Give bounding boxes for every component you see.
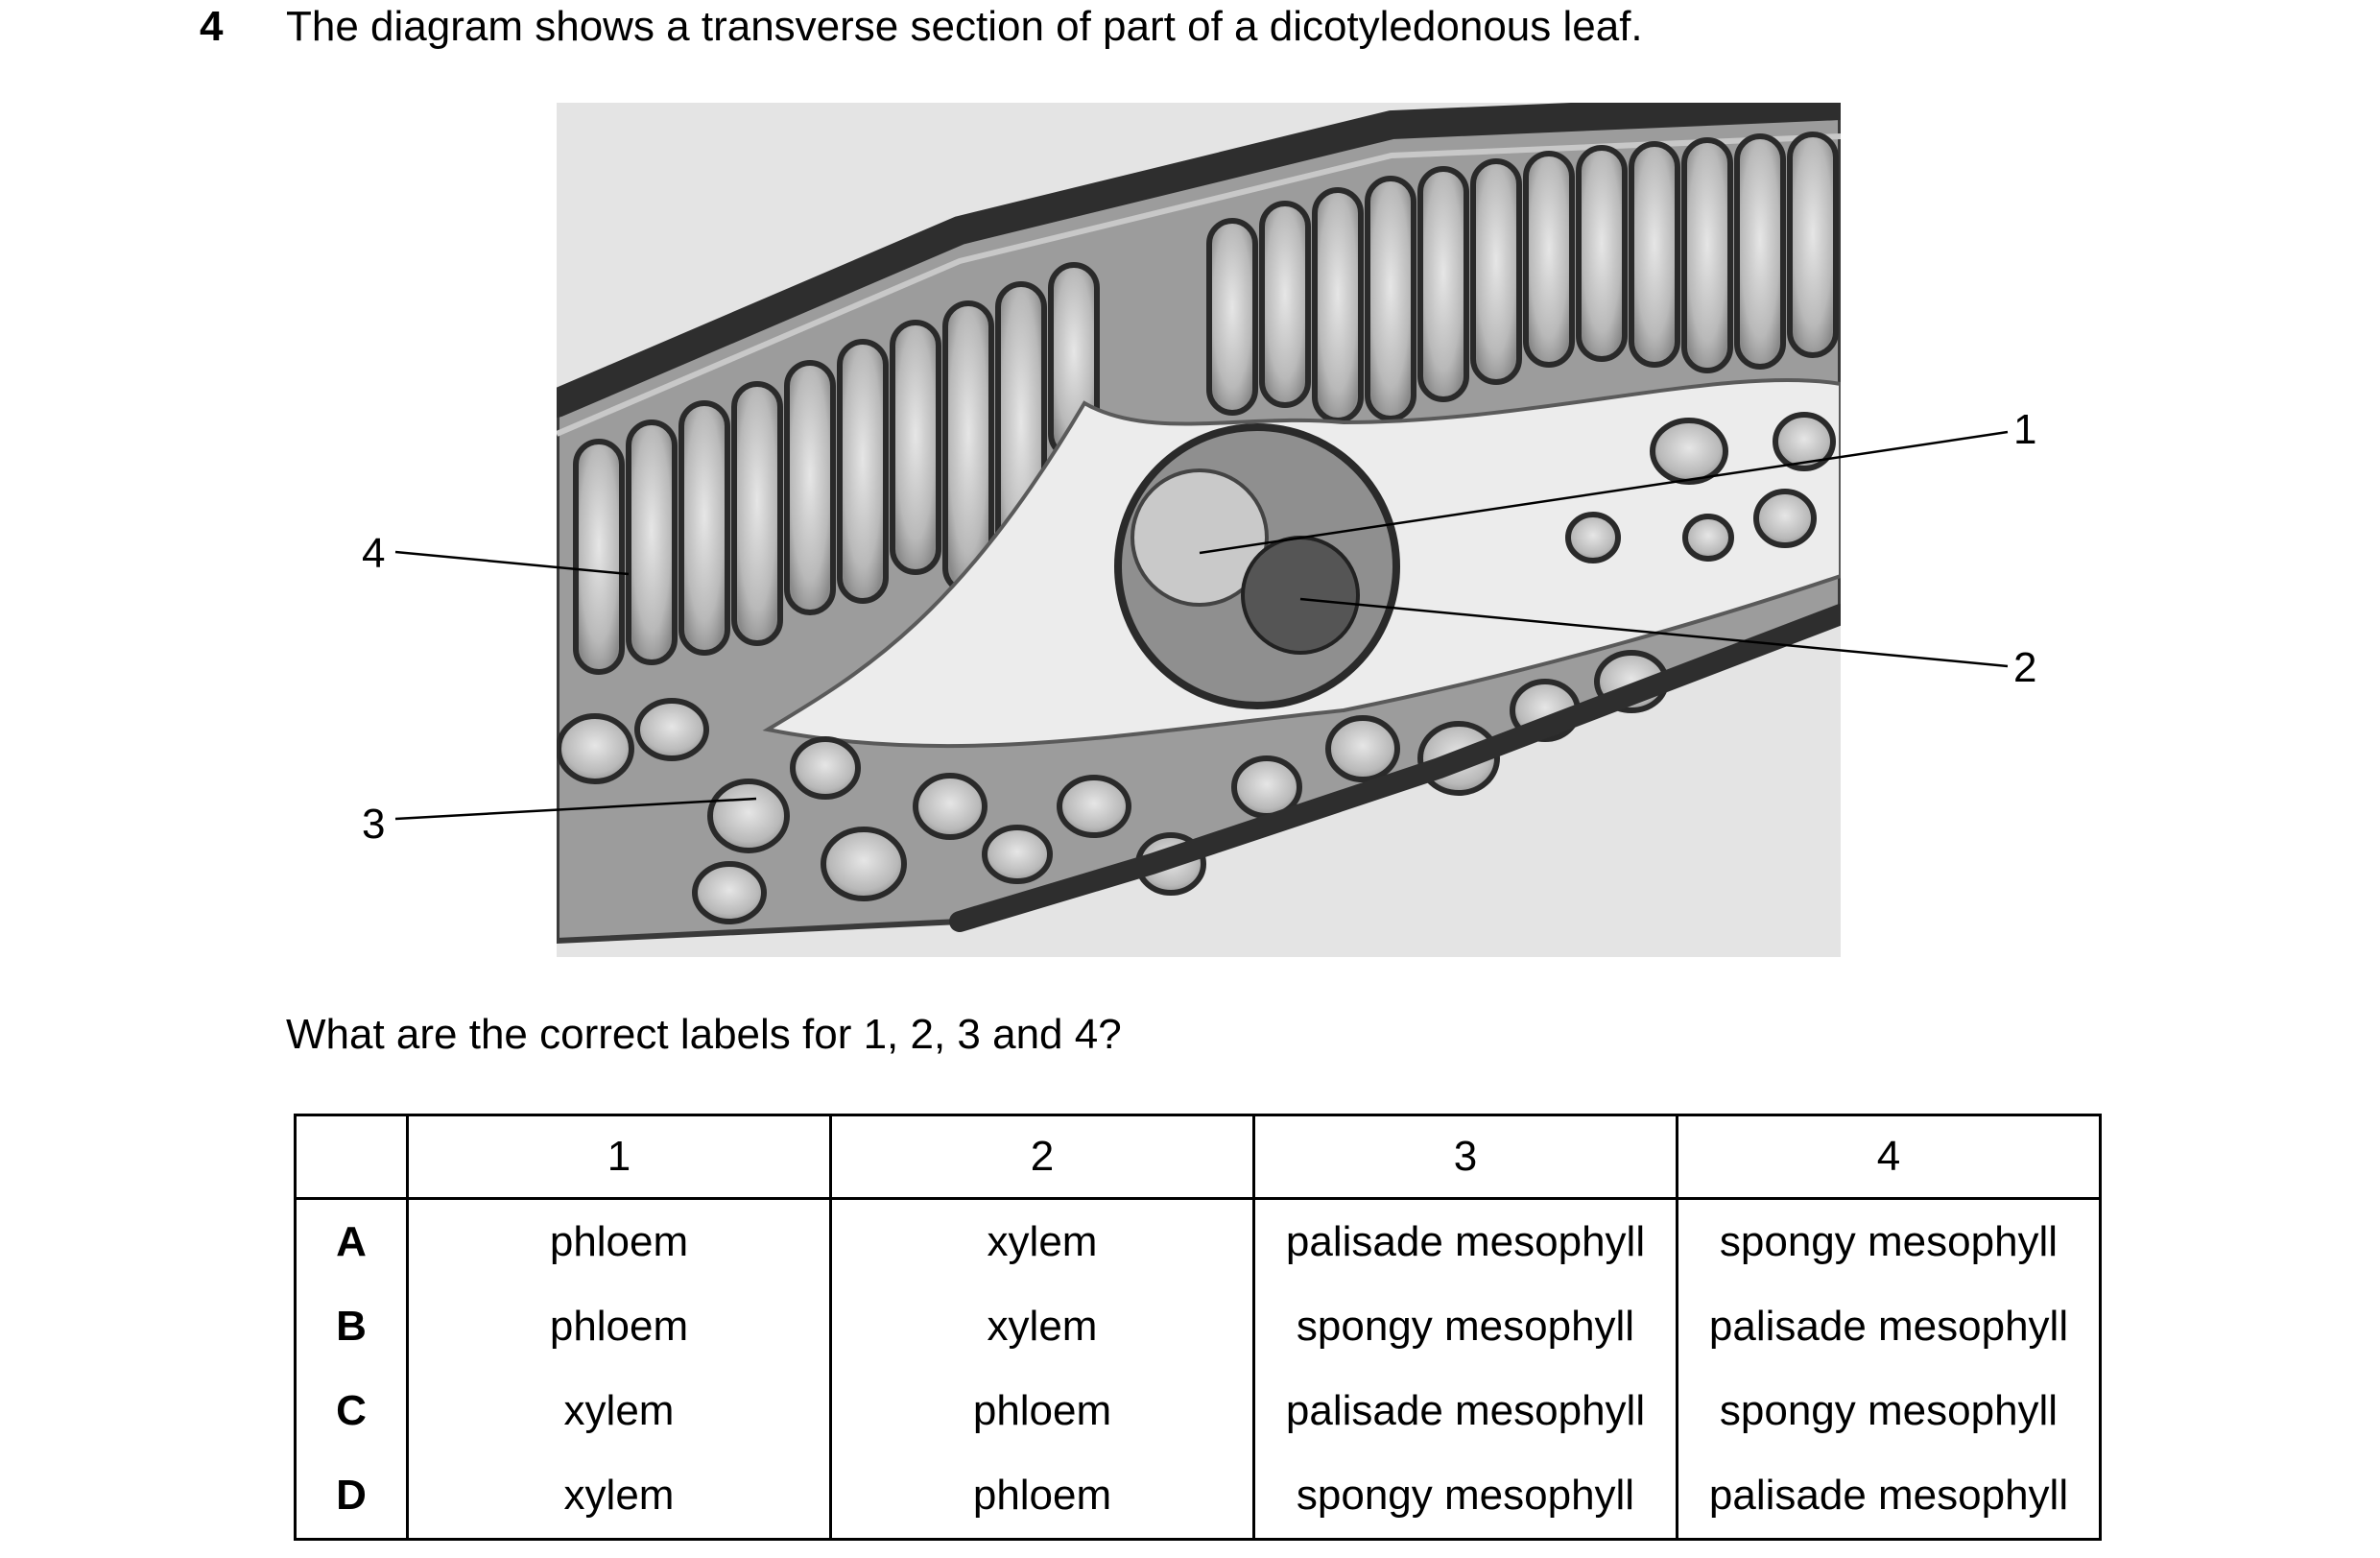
header-1: 1 <box>408 1115 831 1199</box>
table-cell: phloem <box>408 1199 831 1285</box>
answer-table <box>294 1114 2102 1541</box>
table-cell: xylem <box>831 1284 1254 1369</box>
table-cell: xylem <box>408 1369 831 1453</box>
option-letter[interactable]: D <box>296 1453 408 1540</box>
header-4: 4 <box>1678 1115 2101 1199</box>
table-cell: palisade mesophyll <box>1254 1369 1678 1453</box>
micrograph <box>557 103 1841 957</box>
option-letter[interactable]: A <box>296 1199 408 1285</box>
figure-label-3: 3 <box>362 801 386 848</box>
table-cell: xylem <box>831 1199 1254 1285</box>
table-cell: palisade mesophyll <box>1254 1199 1678 1285</box>
header-2: 2 <box>831 1115 1254 1199</box>
figure-label-2: 2 <box>2013 644 2037 691</box>
option-letter[interactable]: C <box>296 1369 408 1453</box>
figure-label-4: 4 <box>362 530 386 577</box>
table-row <box>296 1369 2101 1453</box>
prompt-text: What are the correct labels for 1, 2, 3 and 4? <box>286 1011 1122 1058</box>
table-cell: spongy mesophyll <box>1678 1199 2101 1285</box>
table-header-row <box>296 1115 2101 1199</box>
table-cell: palisade mesophyll <box>1678 1284 2101 1369</box>
table-row <box>296 1453 2101 1540</box>
table-cell: spongy mesophyll <box>1678 1369 2101 1453</box>
header-blank <box>296 1115 408 1199</box>
header-3: 3 <box>1254 1115 1678 1199</box>
table-cell: palisade mesophyll <box>1678 1453 2101 1540</box>
option-letter[interactable]: B <box>296 1284 408 1369</box>
table-row <box>296 1284 2101 1369</box>
table-cell: spongy mesophyll <box>1254 1284 1678 1369</box>
table-row <box>296 1199 2101 1285</box>
table-cell: phloem <box>831 1369 1254 1453</box>
table-cell: phloem <box>831 1453 1254 1540</box>
question-number: 4 <box>200 3 224 50</box>
table-cell: phloem <box>408 1284 831 1369</box>
question-text: The diagram shows a transverse section of part of a dicotyledonous leaf. <box>286 3 1643 50</box>
table-cell: xylem <box>408 1453 831 1540</box>
table-cell: spongy mesophyll <box>1254 1453 1678 1540</box>
figure-label-1: 1 <box>2013 406 2037 453</box>
